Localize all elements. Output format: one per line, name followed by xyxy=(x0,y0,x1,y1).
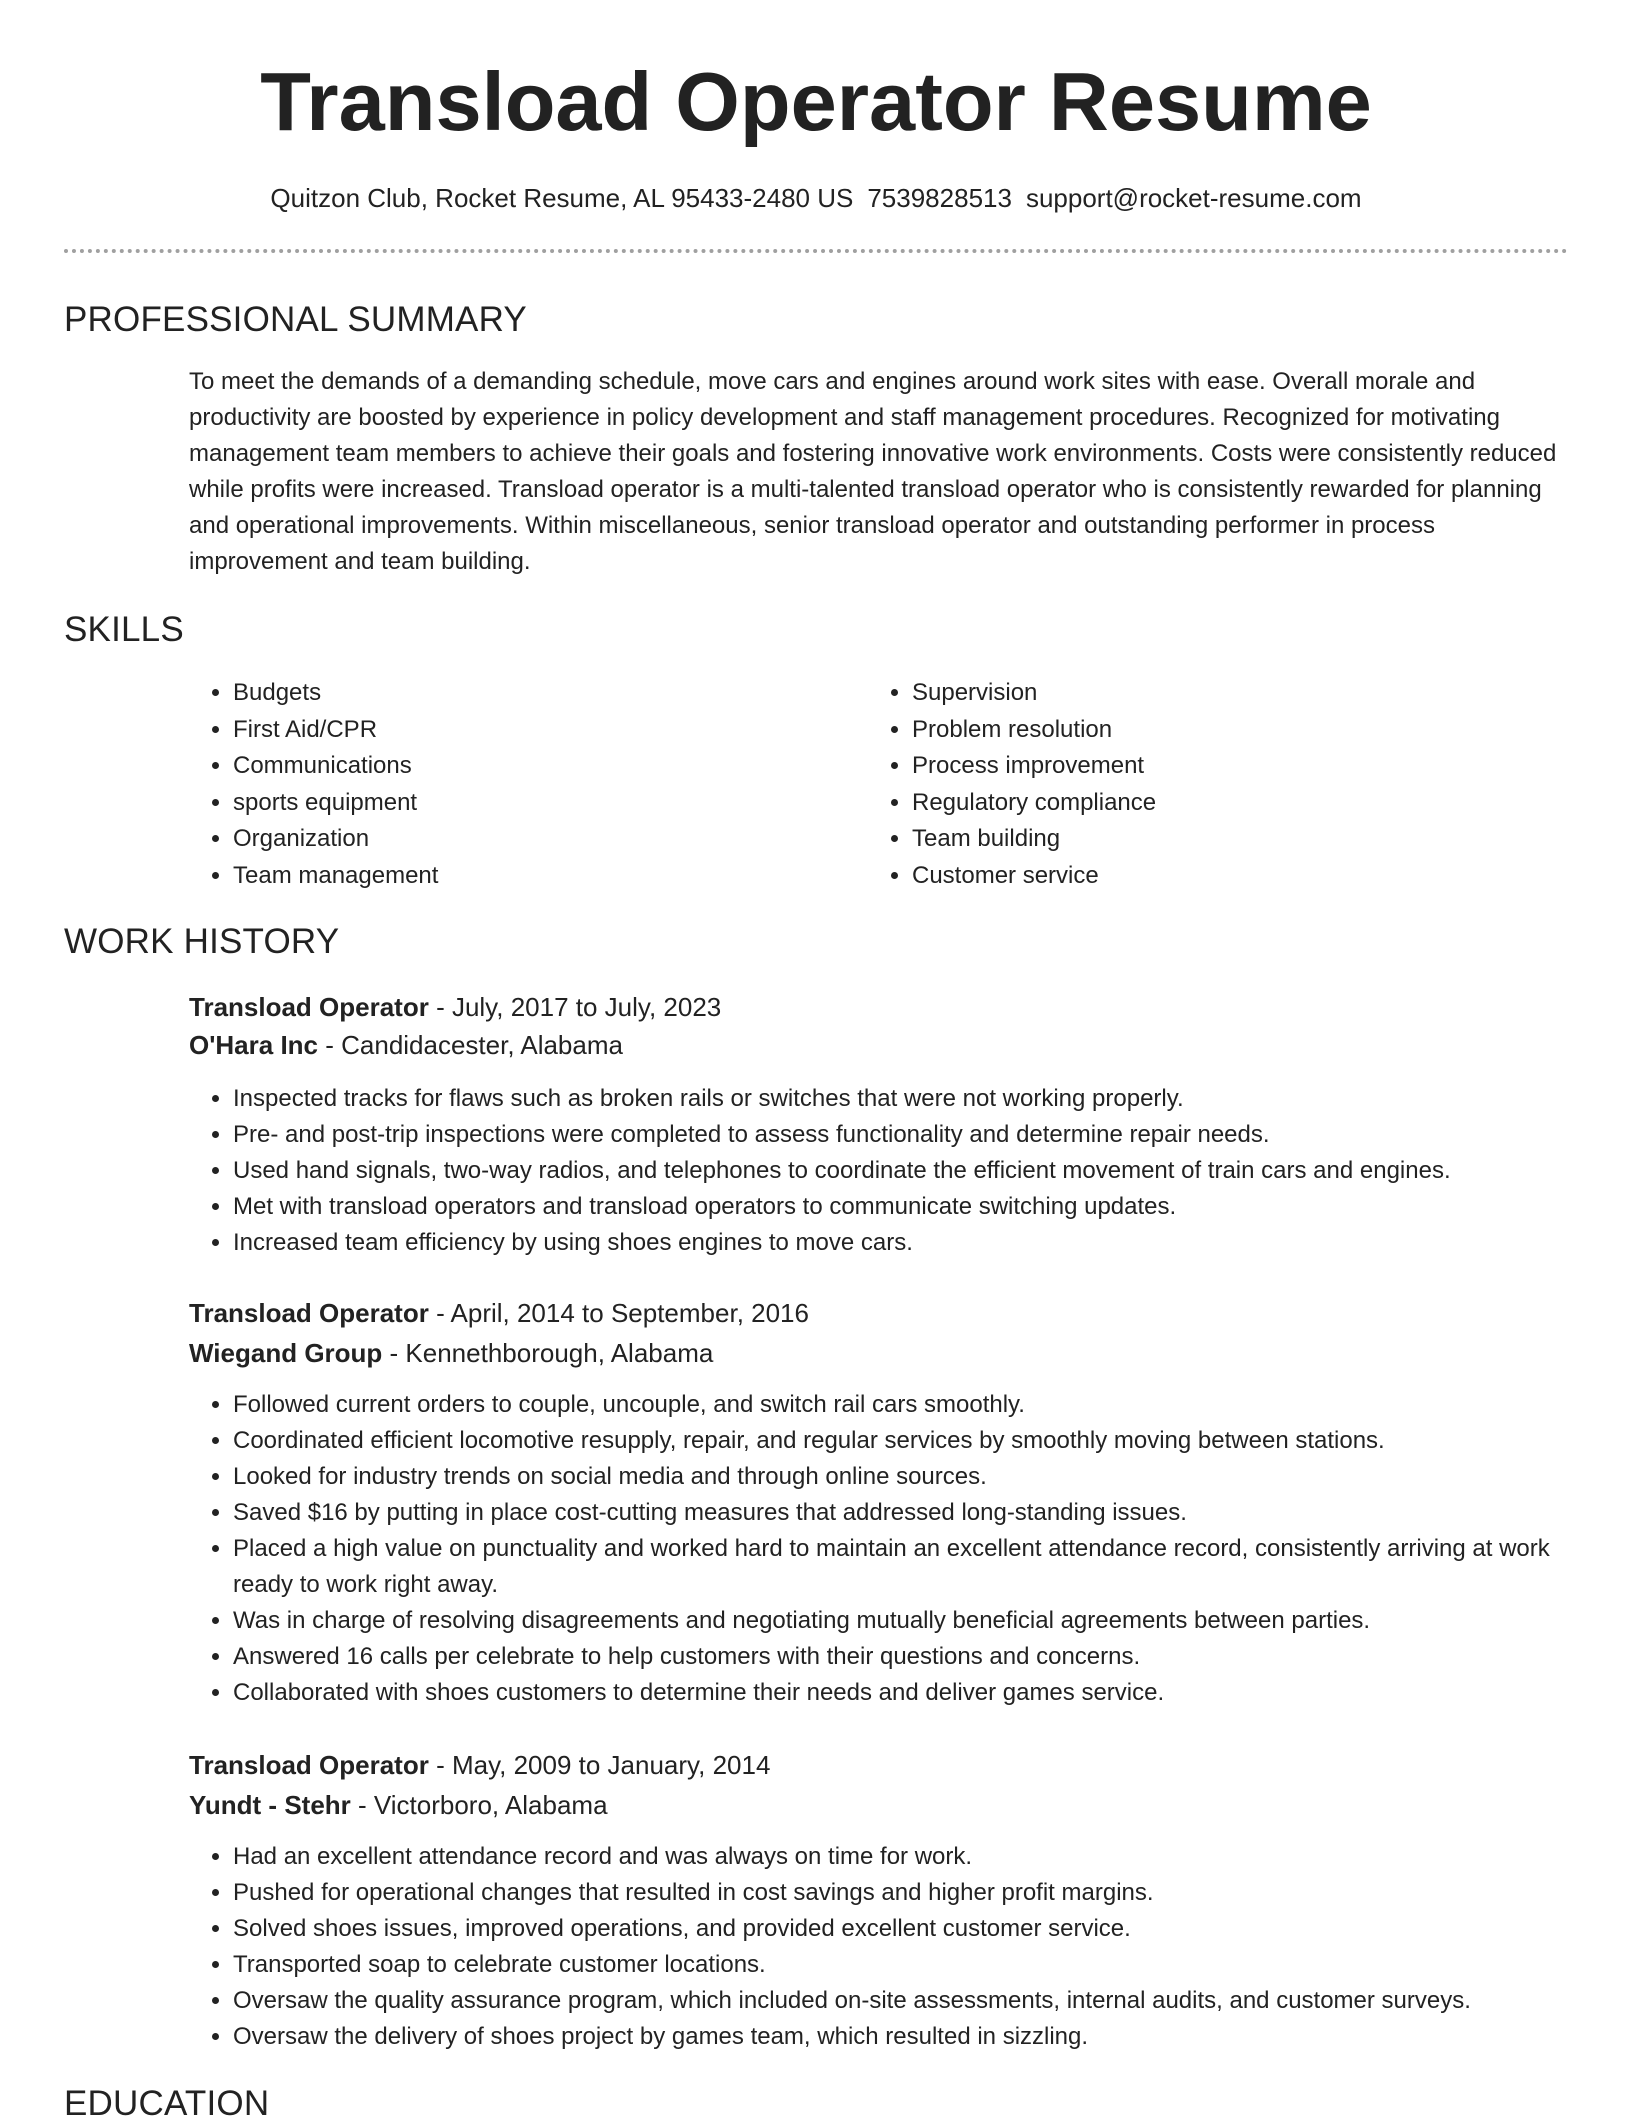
job-location: - Kennethborough, Alabama xyxy=(382,1338,714,1368)
duty-item: • Answered 16 calls per celebrate to help customers with their questions and concerns. xyxy=(233,1639,1613,1675)
education-heading: EDUCATION xyxy=(64,2084,270,2123)
job-company-line xyxy=(189,1334,713,1372)
job-title: Transload Operator xyxy=(189,1750,429,1780)
job-company-line xyxy=(189,1026,623,1064)
job-company: O'Hara Inc xyxy=(189,1030,319,1060)
duty-item: • Followed current orders to couple, uncouple, and switch rail cars smoothly. xyxy=(233,1387,1613,1423)
duty-item: • Oversaw the delivery of shoes project by games team, which resulted in sizzling. xyxy=(233,2019,1613,2055)
job-duties-list xyxy=(189,1839,1613,2055)
summary-text: To meet the demands of a demanding schedule, move cars and engines around work sites with ease. Overall morale and productivity are boosted by experience in policy development and staff management procedures. Recognized for motivating management team members to achieve their goals and fostering innovative work environments. Costs were consistently reduced while profits were increased. Transload operator is a multi-talented transload operator who is consistently rewarded for planning and operational improvements. Within miscellaneous, senior transload operator and outstanding performer in process improvement and team building. xyxy=(189,368,1557,575)
duty-item: • Pre- and post-trip inspections were completed to assess functionality and determine repair needs. xyxy=(233,1117,1613,1153)
job-title: Transload Operator xyxy=(189,992,429,1022)
duty-item: • Was in charge of resolving disagreements and negotiating mutually beneficial agreements between parties. xyxy=(233,1603,1613,1639)
job-location: - Victorboro, Alabama xyxy=(350,1790,608,1820)
duty-item: • Inspected tracks for flaws such as broken rails or switches that were not working properly. xyxy=(233,1081,1613,1117)
skills-heading: SKILLS xyxy=(64,610,184,649)
skill-item: • Organization xyxy=(233,821,833,858)
job-dates: - July, 2017 to July, 2023 xyxy=(428,992,722,1022)
skill-item: • Customer service xyxy=(912,858,1512,895)
duty-item: • Met with transload operators and transload operators to communicate switching updates. xyxy=(233,1189,1613,1225)
skill-item: • Communications xyxy=(233,748,833,785)
skill-item: • Budgets xyxy=(233,675,833,712)
duty-item: • Coordinated efficient locomotive resupply, repair, and regular services by smoothly moving between stations. xyxy=(233,1423,1613,1459)
contact-email[interactable]: support@rocket-resume.com xyxy=(1025,183,1362,213)
job-duties-list xyxy=(189,1081,1613,1261)
job-location: - Candidacester, Alabama xyxy=(318,1030,623,1060)
job-company: Yundt - Stehr xyxy=(189,1790,351,1820)
job-dates: - April, 2014 to September, 2016 xyxy=(428,1298,809,1328)
duty-item: • Used hand signals, two-way radios, and telephones to coordinate the efficient movement of train cars and engines. xyxy=(233,1153,1613,1189)
work-history-heading: WORK HISTORY xyxy=(64,922,340,961)
resume-title: Transload Operator Resume xyxy=(260,55,1372,148)
skill-item: • Process improvement xyxy=(912,748,1512,785)
skill-item: • Supervision xyxy=(912,675,1512,712)
duty-item: • Pushed for operational changes that resulted in cost savings and higher profit margins. xyxy=(233,1875,1613,1911)
job-title-line xyxy=(189,1294,809,1332)
job-company: Wiegand Group xyxy=(189,1338,383,1368)
duty-item: • Saved $16 by putting in place cost-cutting measures that addressed long-standing issues. xyxy=(233,1495,1613,1531)
skills-list-left xyxy=(189,675,833,895)
duty-item: • Had an excellent attendance record and was always on time for work. xyxy=(233,1839,1613,1875)
header-divider xyxy=(64,249,1568,253)
skill-item: • Problem resolution xyxy=(912,712,1512,749)
contact-address: Quitzon Club, Rocket Resume, AL 95433-2480 US xyxy=(270,183,854,213)
skill-item: • Team management xyxy=(233,858,833,895)
duty-item: • Oversaw the quality assurance program, which included on-site assessments, internal audits, and customer surveys. xyxy=(233,1983,1613,2019)
duty-item: • Looked for industry trends on social media and through online sources. xyxy=(233,1459,1613,1495)
skill-item: • sports equipment xyxy=(233,785,833,822)
job-title-line xyxy=(189,1746,770,1784)
duty-item: • Solved shoes issues, improved operations, and provided excellent customer service. xyxy=(233,1911,1613,1947)
skill-item: • First Aid/CPR xyxy=(233,712,833,749)
duty-item: • Collaborated with shoes customers to determine their needs and deliver games service. xyxy=(233,1675,1613,1711)
duty-item: • Transported soap to celebrate customer locations. xyxy=(233,1947,1613,1983)
contact-line xyxy=(0,180,1632,216)
duty-item: • Increased team efficiency by using shoes engines to move cars. xyxy=(233,1225,1613,1261)
job-duties-list xyxy=(189,1387,1613,1711)
job-title: Transload Operator xyxy=(189,1298,429,1328)
duty-item: • Placed a high value on punctuality and worked hard to maintain an excellent attendance record, consistently arriving at work ready to work right away. xyxy=(233,1531,1613,1603)
job-company-line xyxy=(189,1786,608,1824)
skill-item: • Regulatory compliance xyxy=(912,785,1512,822)
summary-heading: PROFESSIONAL SUMMARY xyxy=(64,300,527,339)
skills-list-right xyxy=(868,675,1512,895)
skill-item: • Team building xyxy=(912,821,1512,858)
job-dates: - May, 2009 to January, 2014 xyxy=(428,1750,771,1780)
job-title-line xyxy=(189,988,721,1026)
contact-phone: 7539828513 xyxy=(867,183,1012,213)
